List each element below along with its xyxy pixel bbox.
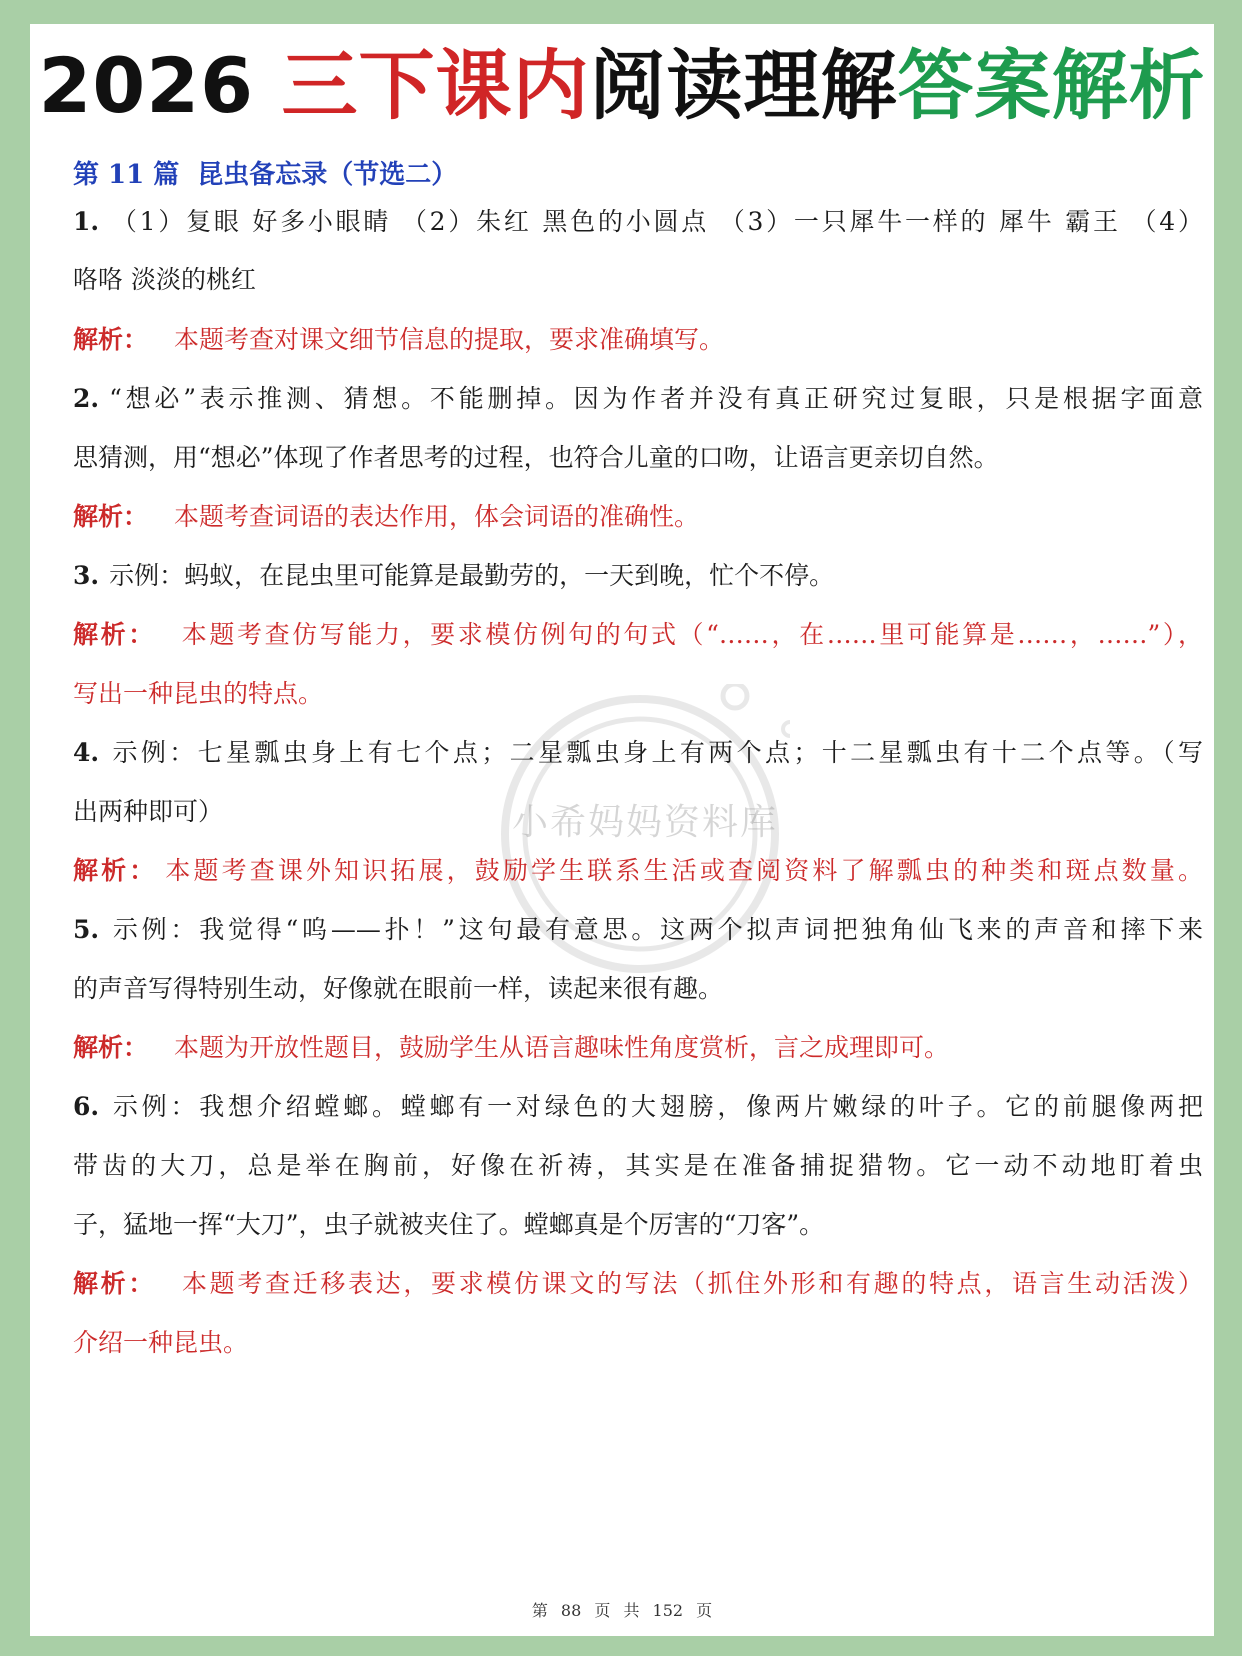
title-year: 2026 (38, 41, 282, 130)
answer-4-number: 4. (73, 738, 100, 767)
answer-4-line-2: 出两种即可） (73, 797, 224, 826)
page-number: 第 88 页 共 152 页 (531, 1601, 713, 1620)
answer-3-line-1 (73, 558, 1203, 594)
answer-6-number: 6. (73, 1092, 100, 1121)
answer-1-analysis-text: 本题考查对课文细节信息的提取，要求准确填写。 (174, 325, 725, 354)
watermark-text: 小希妈妈资料库 (511, 802, 778, 843)
answer-1-analysis (73, 322, 1203, 358)
answer-2-number: 2. (73, 384, 100, 413)
analysis-label: 解析： (73, 1269, 156, 1298)
answer-1-text-1: （1）复眼 好多小眼睛 （2）朱红 黑色的小圆点 （3）一只犀牛一样的 犀牛 霸王 （4） (109, 207, 1203, 236)
answer-5-analysis-text: 本题为开放性题目，鼓励学生从语言趣味性角度赏析，言之成理即可。 (174, 1033, 950, 1062)
answer-4-text-1: 示例：七星瓢虫身上有七个点；二星瓢虫身上有两个点；十二星瓢虫有十二个点等。（写 (109, 738, 1203, 767)
answer-2-text-1: “想必”表示推测、猜想。不能删掉。因为作者并没有真正研究过复眼，只是根据字面意 (109, 384, 1203, 413)
answer-4-analysis (73, 853, 1203, 889)
answer-5-line-1 (73, 912, 1203, 948)
answer-2-line-1 (73, 381, 1203, 417)
answer-6-analysis (73, 1266, 1203, 1302)
answer-6-analysis-line-2: 介绍一种昆虫。 (73, 1328, 249, 1357)
answer-4-line-1 (73, 735, 1203, 771)
analysis-label: 解析： (73, 620, 156, 649)
answer-3-analysis (73, 617, 1203, 653)
answer-6-line-1 (73, 1089, 1203, 1125)
answer-5-text-1: 示例：我觉得“呜——扑！”这句最有意思。这两个拟声词把独角仙飞来的声音和摔下来 (109, 915, 1203, 944)
answer-1-line-2: 咯咯 淡淡的桃红 (73, 265, 256, 294)
answer-2-analysis-text: 本题考查词语的表达作用，体会词语的准确性。 (174, 502, 700, 531)
answer-2-analysis (73, 499, 1203, 535)
answer-3-text-1: 示例：蚂蚁，在昆虫里可能算是最勤劳的，一天到晚，忙个不停。 (109, 561, 835, 590)
answer-6-line-2: 带齿的大刀，总是举在胸前，好像在祈祷，其实是在准备捕捉猎物。它一动不动地盯着虫 (73, 1151, 1203, 1180)
analysis-label: 解析： (73, 1033, 149, 1062)
answer-4-analysis-text: 本题考查课外知识拓展，鼓励学生联系生活或查阅资料了解瓢虫的种类和斑点数量。 (165, 856, 1203, 885)
answer-2-line-2: 思猜测，用“想必”体现了作者思考的过程，也符合儿童的口吻，让语言更亲切自然。 (73, 443, 999, 472)
page-title (30, 36, 1214, 136)
answer-3-analysis-text-1: 本题考查仿写能力，要求模仿例句的句式（“……，在……里可能算是……，……”）， (181, 620, 1203, 649)
section-name: 昆虫备忘录（节选二） (197, 160, 458, 190)
section-number: 第 11 篇 (73, 160, 180, 190)
answer-6-analysis-text-1: 本题考查迁移表达，要求模仿课文的写法（抓住外形和有趣的特点，语言生动活泼） (182, 1269, 1203, 1298)
document-page (30, 24, 1214, 1636)
title-subject: 阅读理解 (589, 41, 898, 130)
title-answer: 答案解析 (897, 41, 1206, 130)
answer-6-line-3: 子，猛地一挥“大刀”，虫子就被夹住了。螳螂真是个厉害的“刀客”。 (73, 1210, 825, 1239)
section-heading (73, 154, 475, 191)
title-grade: 三下课内 (281, 41, 590, 130)
analysis-label: 解析： (73, 325, 149, 354)
analysis-label: 解析： (73, 856, 158, 885)
answer-5-analysis (73, 1030, 1203, 1066)
answer-5-number: 5. (73, 915, 100, 944)
answer-3-analysis-line-2: 写出一种昆虫的特点。 (73, 679, 324, 708)
answer-1-line-1 (73, 204, 1203, 240)
answer-1-number: 1. (73, 207, 100, 236)
answer-5-line-2: 的声音写得特别生动，好像就在眼前一样，读起来很有趣。 (73, 974, 724, 1003)
answer-6-text-1: 示例：我想介绍螳螂。螳螂有一对绿色的大翅膀，像两片嫩绿的叶子。它的前腿像两把 (109, 1092, 1203, 1121)
analysis-label: 解析： (73, 502, 149, 531)
answer-3-number: 3. (73, 561, 100, 590)
